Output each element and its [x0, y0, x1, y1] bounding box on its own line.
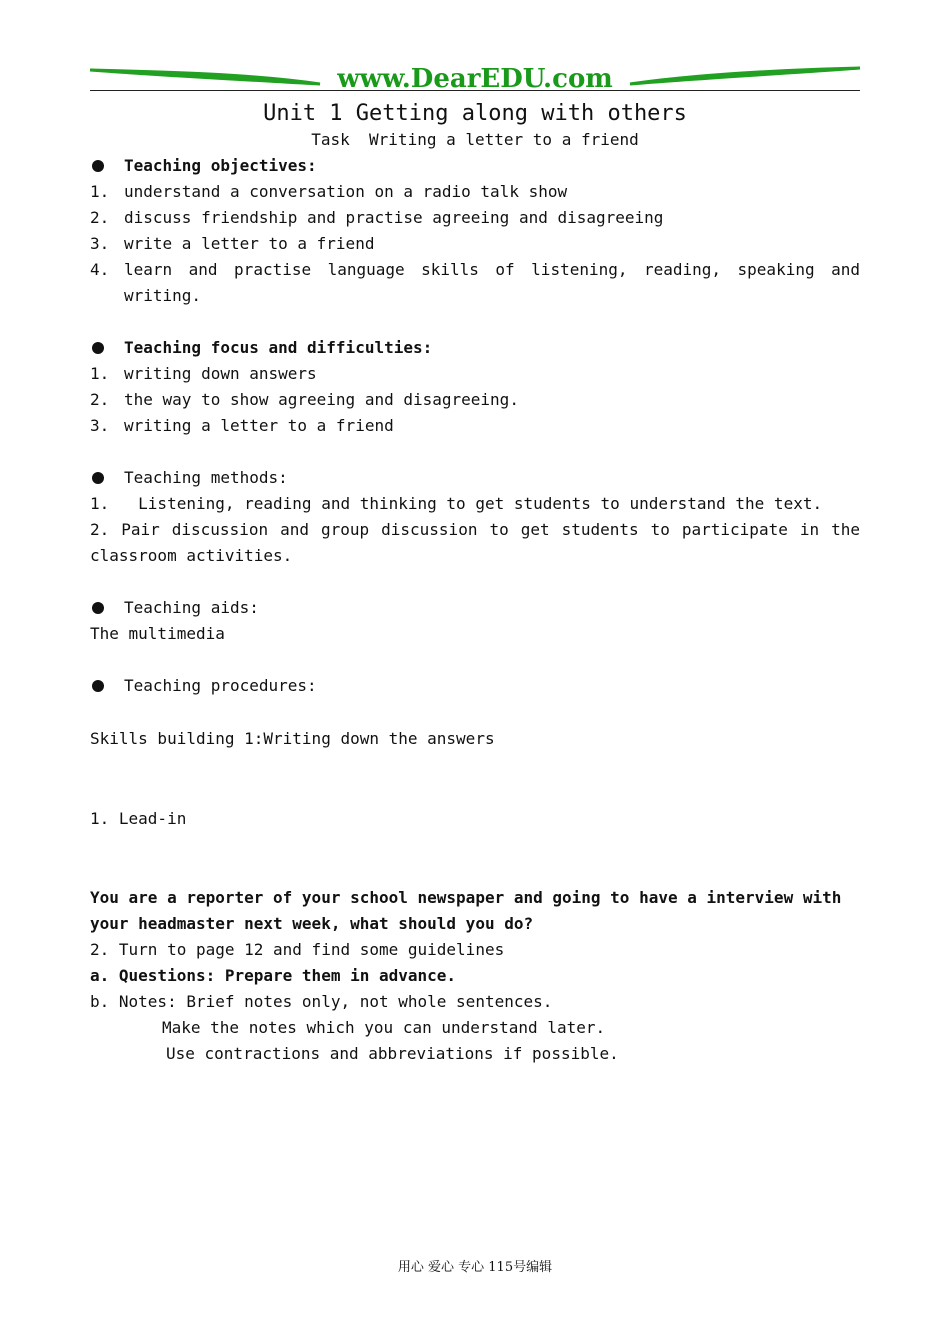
aids-text: The multimedia	[90, 624, 225, 643]
word: to	[489, 520, 509, 539]
header-rule	[90, 90, 860, 91]
word: reading,	[643, 260, 722, 279]
page-footer: 用心 爱心 专心 115号编辑	[397, 1260, 553, 1275]
word: skills	[421, 260, 479, 279]
focus-num: 1.	[90, 364, 110, 383]
objective-num: 2.	[90, 208, 110, 227]
skills-building-line: Skills building 1:Writing down the answers	[90, 729, 495, 748]
methods-heading: Teaching methods:	[124, 468, 288, 487]
step-line: b. Notes: Brief notes only, not whole sentences.	[90, 992, 553, 1011]
word: and	[831, 260, 860, 279]
objective-item: understand a conversation on a radio talk show	[124, 182, 568, 201]
word: discussion	[381, 520, 478, 539]
objective-item-justified	[124, 260, 860, 280]
objectives-heading: Teaching objectives:	[124, 156, 317, 175]
bullet-icon	[92, 680, 104, 692]
word: in	[799, 520, 820, 539]
word: speaking	[737, 260, 815, 279]
word: and	[188, 260, 218, 279]
objective-num: 3.	[90, 234, 110, 253]
bullet-icon	[92, 602, 104, 614]
aids-heading: Teaching aids:	[124, 598, 259, 617]
methods-item-continuation: classroom activities.	[90, 546, 293, 565]
word: and	[280, 520, 309, 539]
question-line: your headmaster next week, what should you do?	[90, 914, 534, 933]
word: group	[320, 520, 370, 539]
word: get	[520, 520, 550, 539]
bullet-icon	[92, 160, 104, 172]
page-subtitle: Task Writing a letter to a friend	[311, 130, 639, 149]
focus-item: writing a letter to a friend	[124, 416, 394, 435]
objective-num: 1.	[90, 182, 110, 201]
methods-item-justified	[90, 520, 860, 540]
note-line: Use contractions and abbreviations if possible.	[166, 1044, 619, 1063]
word: listening,	[531, 260, 628, 279]
focus-num: 2.	[90, 390, 110, 409]
word: learn	[124, 260, 173, 279]
procedures-heading: Teaching procedures:	[124, 676, 317, 695]
word: to	[650, 520, 670, 539]
lead-in-line: 1. Lead-in	[90, 809, 187, 828]
word: 2.	[90, 520, 110, 539]
question-line: You are a reporter of your school newspaper and going to have a interview with	[90, 888, 842, 907]
focus-item: the way to show agreeing and disagreeing.	[124, 390, 519, 409]
word: practise	[234, 260, 312, 279]
step-line: a. Questions: Prepare them in advance.	[90, 966, 457, 985]
bullet-icon	[92, 472, 104, 484]
word: the	[831, 520, 860, 539]
focus-heading: Teaching focus and difficulties:	[124, 338, 433, 357]
word: language	[327, 260, 405, 279]
objective-item: write a letter to a friend	[124, 234, 375, 253]
word: of	[495, 260, 515, 279]
focus-item: writing down answers	[124, 364, 317, 383]
objective-item-continuation: writing.	[124, 286, 202, 305]
note-line: Make the notes which you can understand later.	[162, 1018, 606, 1037]
step-line: 2. Turn to page 12 and find some guidelines	[90, 940, 505, 959]
header-logo	[90, 62, 860, 92]
focus-num: 3.	[90, 416, 110, 435]
word: students	[561, 520, 639, 539]
bullet-icon	[92, 342, 104, 354]
objective-item: discuss friendship and practise agreeing and disagreeing	[124, 208, 664, 227]
logo-text: www.DearEDU.com	[337, 64, 613, 92]
page-title: Unit 1 Getting along with others	[263, 101, 687, 126]
objective-num: 4.	[90, 260, 110, 279]
methods-item: 1. Listening, reading and thinking to get students to understand the text.	[90, 494, 823, 513]
word: participate	[681, 520, 788, 539]
word: discussion	[171, 520, 269, 539]
word: Pair	[121, 520, 160, 539]
